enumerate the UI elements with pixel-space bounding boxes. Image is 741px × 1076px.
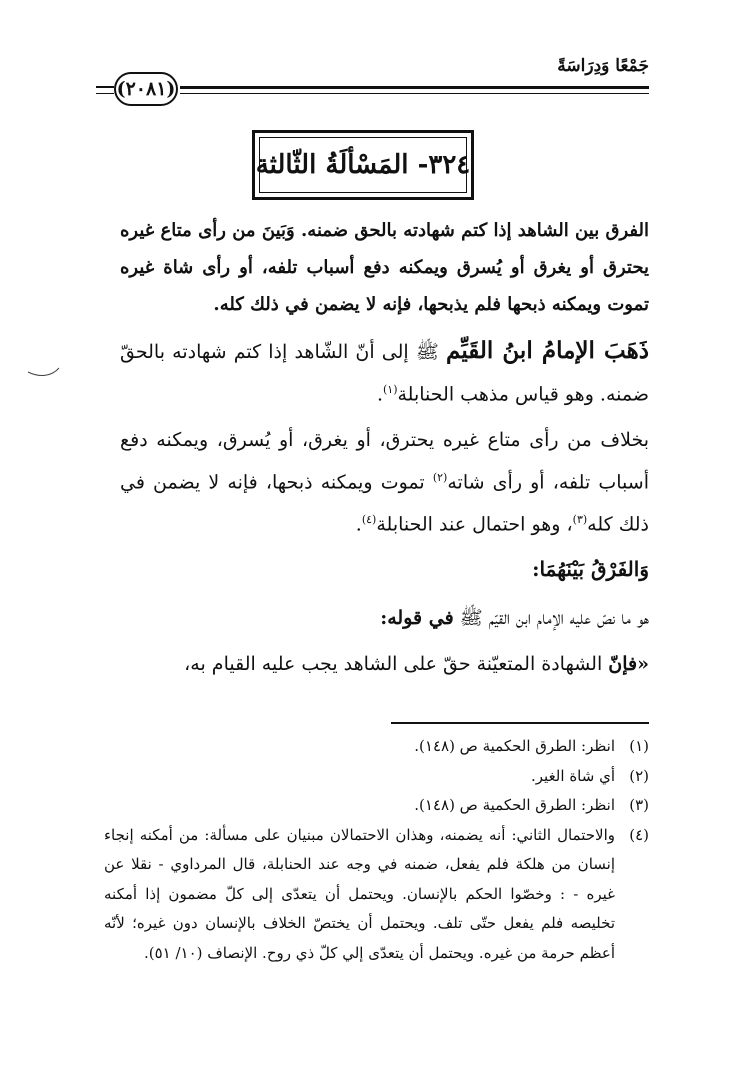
paragraph-lead: ذَهَبَ الإمامُ ابنُ القَيِّم	[446, 337, 650, 364]
paragraph-opinion	[120, 332, 649, 413]
header-rule-thin	[180, 93, 649, 94]
paragraph-text-3: ، وهو احتمال عند الحنابلة	[376, 513, 573, 536]
footnote-text: أي شاة الغير.	[531, 766, 615, 785]
footnote-separator	[391, 722, 649, 724]
paragraph-text: إلى أنّ الشّاهد إذا كتم شهادته بالحقّ ضمنه. وهو قياس مذهب الحنابلة	[120, 341, 649, 406]
footnote-ref: (٢)	[432, 471, 448, 484]
paragraph-quote	[120, 646, 649, 683]
paragraph-end: .	[355, 513, 362, 536]
section-heading: ٣٢٤- المَسْألَةُ الثّالثة	[259, 137, 467, 193]
difference-subheading: وَالفَرْقُ بَيْنَهُمَا:	[532, 557, 649, 581]
honorific-glyph: ﷺ	[459, 607, 483, 629]
issue-summary: الفرق بين الشاهد إذا كتم شهادته بالحق ضمنه. وَبَينَ من رأى متاع غيره يحترق أو يغرق أو يُسرق ويمكنه دفع أسباب تلفه، أو رأى شاة غيره تموت ويمكنه ذبحها فلم يذبحها، فإنه لا يضمن في ذلك كله.	[120, 220, 649, 315]
running-title: جَمْعًا وَدِرَاسَةً	[557, 56, 649, 76]
footnote-number: (٢)	[629, 766, 649, 785]
header-rule-left	[96, 86, 114, 88]
footnote-text: انظر: الطرق الحكمية ص (١٤٨).	[414, 796, 615, 814]
footnote	[104, 821, 649, 969]
footnote	[104, 732, 649, 762]
margin-mark-icon	[26, 344, 60, 378]
quote-open: «فإنّ	[608, 653, 649, 675]
footnote	[104, 762, 649, 792]
footnote-number: (١)	[629, 737, 649, 755]
footnote-number: (٤)	[629, 825, 649, 844]
honorific-glyph: ﷺ	[415, 341, 439, 363]
paragraph-bold: في قوله:	[380, 607, 454, 629]
header-rule	[180, 86, 649, 89]
page-number: (٢٠٨١)	[114, 72, 178, 106]
footnote-ref: (٣)	[572, 513, 588, 527]
header-rule-left-thin	[96, 93, 114, 94]
footnote-ref: (٤)	[361, 513, 377, 527]
footnote-text: انظر: الطرق الحكمية ص (١٤٨).	[414, 737, 615, 755]
paragraph-contrast	[120, 422, 649, 544]
footnote-text: والاحتمال الثاني: أنه يضمنه، وهذان الاحتمالان مبنيان على مسألة: من أمكنه إنجاء إنسان من هلكة فلم يفعل، ضمنه في وجه عند الحنابلة، قال المرداوي - نقلا عن غيره - : وخصّوا الحكم بالإنسان. ويحتمل أن يتعدّى إلى كلّ مضمون إذا أمكنه تخليصه فلم يفعل حتّى تلف. ويحتمل أن يختصّ الخلاف بالإنسان دون غيره؛ لأنّه أعظم حرمة من غيره. ويحتمل أن يتعدّى إلي كلّ ذي روح. الإنصاف (١٠/ ٥١).	[104, 825, 615, 962]
footnotes	[104, 732, 649, 968]
paragraph-text-2: تموت ويمكنه ذبحها، فإنه لا يضمن في ذلك كله	[120, 471, 649, 536]
quote-text: الشهادة المتعيّنة حقّ على الشاهد يجب عليه القيام به،	[184, 653, 603, 675]
paragraph-text-1: بخلاف من رأى متاع غيره يحترق، أو يغرق، أو يُسرق، ويمكنه دفع أسباب تلفه، أو رأى شاته	[120, 429, 649, 494]
footnote-ref: (١)	[382, 383, 398, 396]
paragraph-end: .	[376, 383, 383, 406]
section-heading-frame	[252, 130, 474, 200]
footnote-number: (٣)	[629, 796, 649, 814]
footnote	[104, 791, 649, 821]
paragraph-text: هو ما نصّ عليه الإمام ابن القيّم	[488, 607, 649, 629]
paragraph-quote-intro	[120, 600, 649, 637]
